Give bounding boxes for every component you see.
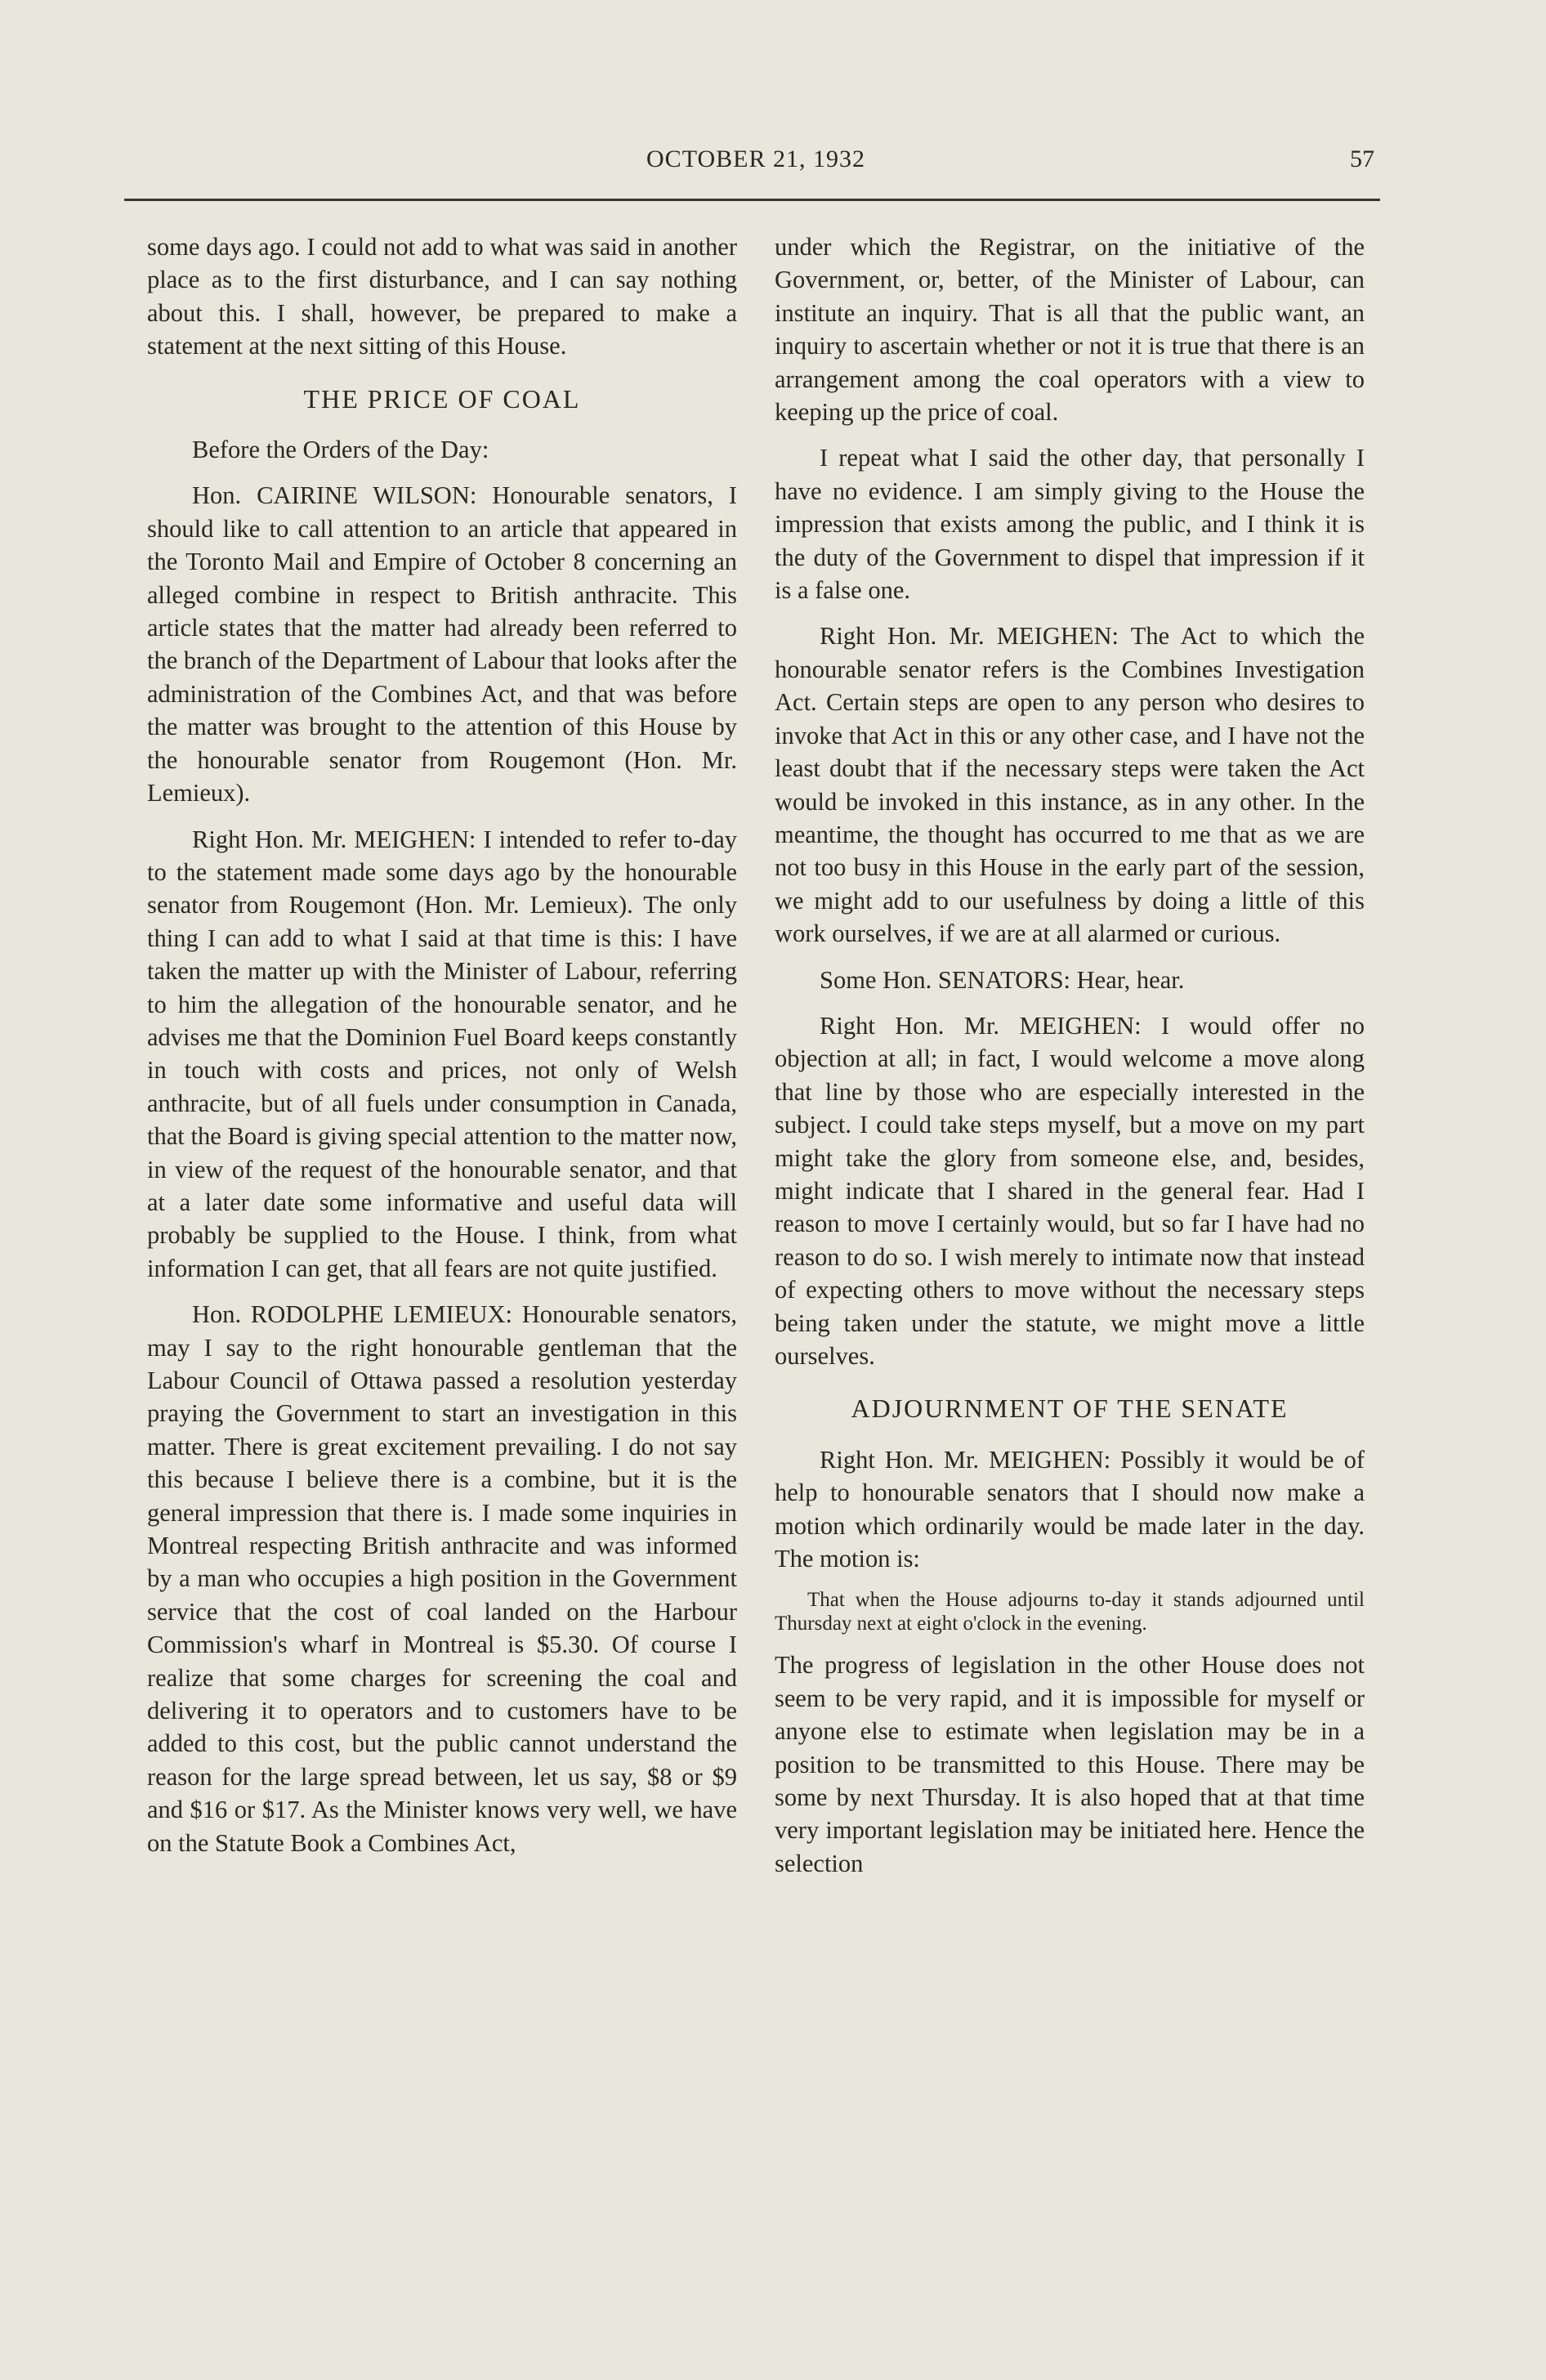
left-paragraph-4: Right Hon. Mr. MEIGHEN: I intended to refer to-day to the statement made some days ago by the honourable senator from Rougemont (Hon. Mr. Lemieux). The only thing I can add to what I said at that time is this: I have taken the matter up with the Minister of Labour, referring to him the allegation of the honourable senator, and he advises me that the Dominion Fuel Board keeps constantly in touch with costs and prices, not only of Welsh anthracite, but of all fuels under consumption in Canada, that the Board is giving special attention to the matter now, in view of the request of the honourable senator, and that at a later date some informative and useful data will probably be supplied to the House. I think, from what information I can get, that all fears are not quite justified. <box>147 825 737 1282</box>
right-paragraph-2: I repeat what I said the other day, that personally I have no evidence. I am simply giving to the House the impression that exists among the public, and I think it is the duty of the Government to dispel that impression if it is a false one. <box>775 444 1365 605</box>
page-header <box>131 145 1381 183</box>
right-paragraph-4: Some Hon. SENATORS: Hear, hear. <box>820 965 1185 994</box>
right-paragraph-3: Right Hon. Mr. MEIGHEN: The Act to which the honourable senator refers is the Combines Investigation Act. Certain steps are open to any person who desires to invoke that Act in this or any other case, and I have not the least doubt that if the necessary steps were taken the Act would be invoked in this instance, as in any other. In the meantime, the thought has occurred to me that as we are not too busy in this House in the early part of the session, we might add to our usefulness by doing a little of this work ourselves, if we are at all alarmed or curious. <box>775 622 1365 948</box>
section-heading-price-of-coal: THE PRICE OF COAL <box>303 383 581 414</box>
right-paragraph-1: under which the Registrar, on the initiative of the Government, or, better, of the Minister of Labour, can institute an inquiry. That is all that the public want, an inquiry to ascertain whether or not it is true that there is an arrangement among the coal operators with a view to keeping up the price of coal. <box>775 233 1365 427</box>
right-paragraph-5: Right Hon. Mr. MEIGHEN: I would offer no objection at all; in fact, I would welcome a move along that line by those who are especially interested in the subject. I could take steps myself, but a move on my part might take the glory from someone else, and, besides, might indicate that I shared in the general fear. Had I reason to move I certainly would, but so far I have had no reason to do so. I wish merely to intimate now that instead of expecting others to move without the necessary steps being taken under the statute, we might move a little ourselves. <box>775 1011 1365 1370</box>
header-date: OCTOBER 21, 1932 <box>646 145 865 172</box>
section-heading-adjournment: ADJOURNMENT OF THE SENATE <box>851 1394 1289 1424</box>
left-paragraph-3: Hon. CAIRINE WILSON: Honourable senators, I should like to call attention to an article that appeared in the Toronto Mail and Empire of October 8 concerning an alleged combine in respect to British anthracite. This article states that the matter had already been referred to the branch of the Department of Labour that looks after the administration of the Combines Act, and that was before the matter was brought to the attention of this House by the honourable senator from Rougemont (Hon. Mr. Lemieux). <box>147 481 737 808</box>
page-number: 57 <box>1350 145 1374 172</box>
left-column <box>147 230 737 1872</box>
left-paragraph-5: Hon. RODOLPHE LEMIEUX: Honourable senators, may I say to the right honourable gentleman that the Labour Council of Ottawa passed a resolution yesterday praying the Government to start an investigation in this matter. There is great excitement prevailing. I do not say this because I believe there is a combine, but it is the general impression that there is. I made some inquiries in Montreal respecting British anthracite and was informed by a man who occupies a high position in the Government service that the cost of coal landed on the Harbour Commission's wharf in Montreal is $5.30. Of course I realize that some charges for screening the coal and delivering it to operators and to customers have to be added to this cost, but the public cannot understand the reason for the large spread between, let us say, $8 or $9 and $16 or $17. As the Minister knows very well, we have on the Statute Book a Combines Act, <box>147 1300 737 1857</box>
right-column <box>775 230 1365 1893</box>
right-paragraph-7: The progress of legislation in the other House does not seem to be very rapid, and it is impossible for myself or anyone else to estimate when legislation may be in a position to be transmitted to this House. There may be some by next Thursday. It is also hoped that at that time very important legislation may be initiated here. Hence the selection <box>775 1651 1365 1877</box>
right-paragraph-6: Right Hon. Mr. MEIGHEN: Possibly it would be of help to honourable senators that I should now make a motion which ordinarily would be made later in the day. The motion is: <box>775 1445 1365 1573</box>
header-rule <box>124 199 1380 201</box>
left-paragraph-1: some days ago. I could not add to what was said in another place as to the first disturbance, and I can say nothing about this. I shall, however, be prepared to make a statement at the next sitting of this House. <box>147 233 737 360</box>
motion-quote: That when the House adjourns to-day it stands adjourned until Thursday next at eight o'clock in the evening. <box>775 1589 1365 1635</box>
left-paragraph-2: Before the Orders of the Day: <box>192 436 489 464</box>
